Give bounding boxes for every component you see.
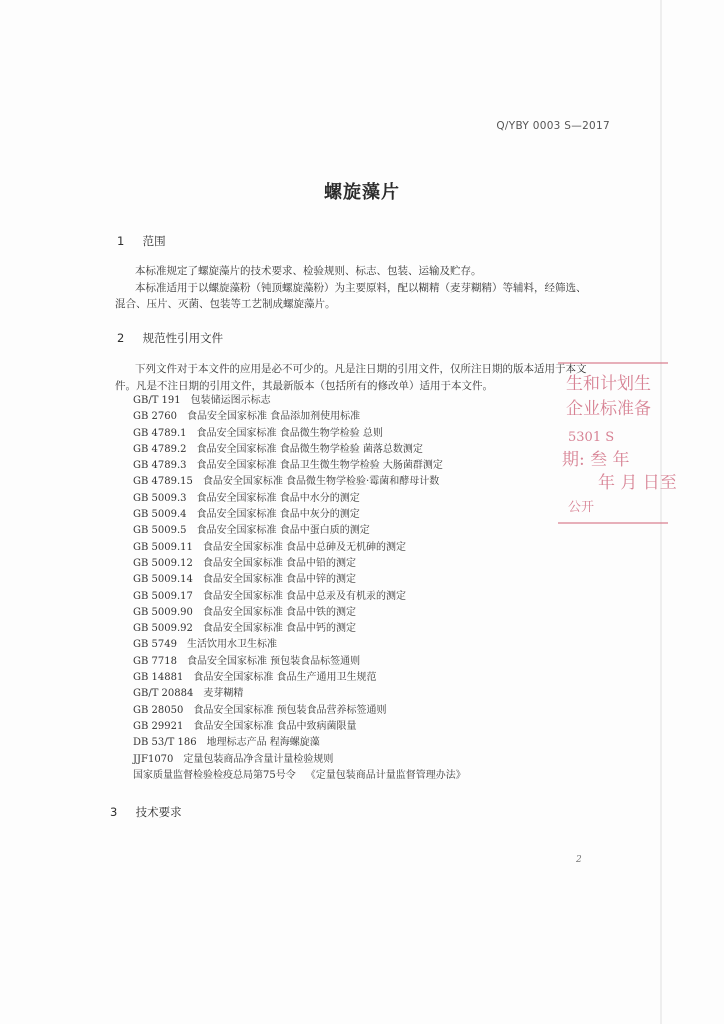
- reference-code: GB 5009.5: [133, 525, 187, 537]
- scope-line-2: 本标准适用于以螺旋藻粉（钝顶螺旋藻粉）为主要原料，配以糊精（麦芽糊精）等辅料，经筛选、: [135, 281, 587, 294]
- section-number: 1: [117, 234, 125, 248]
- scope-line-3: 混合、压片、灭菌、包装等工艺制成螺旋藻片。: [115, 298, 336, 310]
- stamp-line-4: 期: 叁 年: [562, 450, 630, 470]
- reference-title: 食品安全国家标准 食品添加剂使用标准: [186, 411, 361, 423]
- reference-code: GB 14881: [133, 672, 184, 684]
- reference-code: GB 5009.12: [133, 557, 193, 569]
- standard-code: Q/YBY 0003 S—2017: [496, 120, 610, 132]
- reference-item: [133, 752, 466, 768]
- reference-item: [133, 654, 466, 670]
- reference-code: GB 29921: [133, 720, 184, 732]
- reference-title: 地理标志产品 程海螺旋藻: [206, 737, 320, 749]
- reference-title: 食品安全国家标准 食品微生物学检验 总则: [196, 427, 383, 439]
- section-number: 3: [110, 805, 118, 819]
- section-title: 规范性引用文件: [142, 331, 224, 345]
- reference-item: [133, 491, 466, 507]
- reference-item: [133, 556, 466, 572]
- reference-code: GB 5009.17: [133, 590, 193, 602]
- reference-code: GB 5009.11: [133, 541, 193, 553]
- reference-title: 食品安全国家标准 食品中铁的测定: [202, 606, 357, 618]
- refs-intro-line-2: 件。凡是不注日期的引用文件，其最新版本（包括所有的修改单）适用于本文件。: [115, 379, 493, 392]
- reference-item: [133, 442, 466, 458]
- document-title: 螺旋藻片: [324, 182, 400, 203]
- section-1-heading: [117, 233, 166, 249]
- page-number: 2: [576, 855, 582, 865]
- reference-item: [133, 735, 466, 751]
- stamp-line-2: 企业标准备: [566, 399, 651, 419]
- stamp-line-6: 公开: [568, 500, 595, 515]
- registration-stamp: [558, 362, 677, 524]
- reference-title: 食品安全国家标准 食品微生物学检验·霉菌和酵母计数: [202, 476, 440, 488]
- reference-code: 国家质量监督检验检疫总局第75号令: [133, 769, 296, 781]
- reference-code: JJF1070: [133, 753, 174, 765]
- reference-item: [133, 621, 466, 637]
- reference-code: GB/T 191: [133, 395, 181, 406]
- reference-item: [133, 589, 466, 605]
- reference-code: GB 5749: [133, 639, 177, 651]
- reference-title: 食品安全国家标准 食品中铅的测定: [202, 557, 357, 569]
- reference-item: [133, 426, 466, 442]
- reference-title: 定量包装商品净含量计量检验规则: [183, 753, 334, 765]
- reference-item: [133, 719, 466, 735]
- reference-item: [133, 393, 466, 409]
- stamp-line-1: 生和计划生: [566, 374, 651, 394]
- reference-title: 食品安全国家标准 食品中致病菌限量: [193, 720, 357, 732]
- reference-title: 麦芽糊精: [203, 688, 244, 700]
- reference-title: 食品安全国家标准 预包装食品营养标签通则: [193, 704, 387, 716]
- reference-title: 包装储运图示标志: [190, 395, 271, 406]
- reference-code: GB 5009.14: [133, 574, 193, 586]
- reference-code: GB 7718: [133, 655, 177, 667]
- scope-line-1: 本标准规定了螺旋藻片的技术要求、检验规则、标志、包装、运输及贮存。: [135, 265, 482, 277]
- reference-item: [133, 768, 466, 784]
- reference-title: 生活饮用水卫生标准: [186, 639, 277, 651]
- reference-title: 食品安全国家标准 食品中钙的测定: [202, 623, 357, 635]
- reference-title: 《定量包装商品计量监督管理办法》: [305, 769, 466, 781]
- reference-title: 食品安全国家标准 食品中锌的测定: [202, 574, 357, 586]
- reference-code: GB 4789.2: [133, 443, 187, 455]
- reference-item: [133, 686, 466, 702]
- reference-title: 食品安全国家标准 食品生产通用卫生规范: [193, 672, 377, 684]
- reference-title: 食品安全国家标准 食品中总汞及有机汞的测定: [202, 590, 407, 602]
- reference-code: GB 4789.3: [133, 460, 187, 472]
- reference-code: GB 4789.1: [133, 427, 187, 439]
- reference-code: GB/T 20884: [133, 688, 194, 700]
- refs-intro-line-1: 下列文件对于本文件的应用是必不可少的。凡是注日期的引用文件，仅所注日期的版本适用于本文: [135, 363, 587, 375]
- section-3-heading: [110, 804, 182, 820]
- stamp-line-5: 年 月 日至: [598, 473, 677, 493]
- reference-item: [133, 507, 466, 523]
- reference-item: [133, 637, 466, 653]
- section-title: 范围: [142, 234, 166, 248]
- reference-title: 食品安全国家标准 食品中水分的测定: [196, 492, 360, 504]
- reference-code: GB 2760: [133, 411, 177, 423]
- reference-item: [133, 458, 466, 474]
- reference-code: GB 5009.92: [133, 623, 193, 635]
- scope-paragraph: [115, 263, 587, 313]
- reference-item: [133, 703, 466, 719]
- reference-code: DB 53/T 186: [133, 737, 197, 749]
- reference-title: 食品安全国家标准 食品微生物学检验 菌落总数测定: [196, 443, 423, 455]
- reference-item: [133, 474, 466, 490]
- reference-code: GB 5009.3: [133, 492, 187, 504]
- reference-item: [133, 605, 466, 621]
- reference-title: 食品安全国家标准 食品卫生微生物学检验 大肠菌群测定: [196, 460, 443, 472]
- reference-item: [133, 670, 466, 686]
- reference-code: GB 4789.15: [133, 476, 193, 488]
- section-title: 技术要求: [135, 805, 182, 819]
- reference-item: [133, 409, 466, 425]
- section-2-heading: [117, 330, 223, 346]
- section-number: 2: [117, 331, 125, 345]
- reference-title: 食品安全国家标准 食品中灰分的测定: [196, 509, 360, 521]
- references-list: [133, 393, 466, 784]
- reference-item: [133, 572, 466, 588]
- reference-code: GB 5009.90: [133, 606, 193, 618]
- stamp-line-3: 5301 S: [568, 430, 615, 445]
- reference-title: 食品安全国家标准 预包装食品标签通则: [186, 655, 361, 667]
- reference-item: [133, 523, 466, 539]
- reference-code: GB 5009.4: [133, 509, 187, 521]
- reference-item: [133, 540, 466, 556]
- reference-title: 食品安全国家标准 食品中总砷及无机砷的测定: [202, 541, 407, 553]
- references-intro: [115, 361, 587, 394]
- reference-title: 食品安全国家标准 食品中蛋白质的测定: [196, 525, 370, 537]
- reference-code: GB 28050: [133, 704, 184, 716]
